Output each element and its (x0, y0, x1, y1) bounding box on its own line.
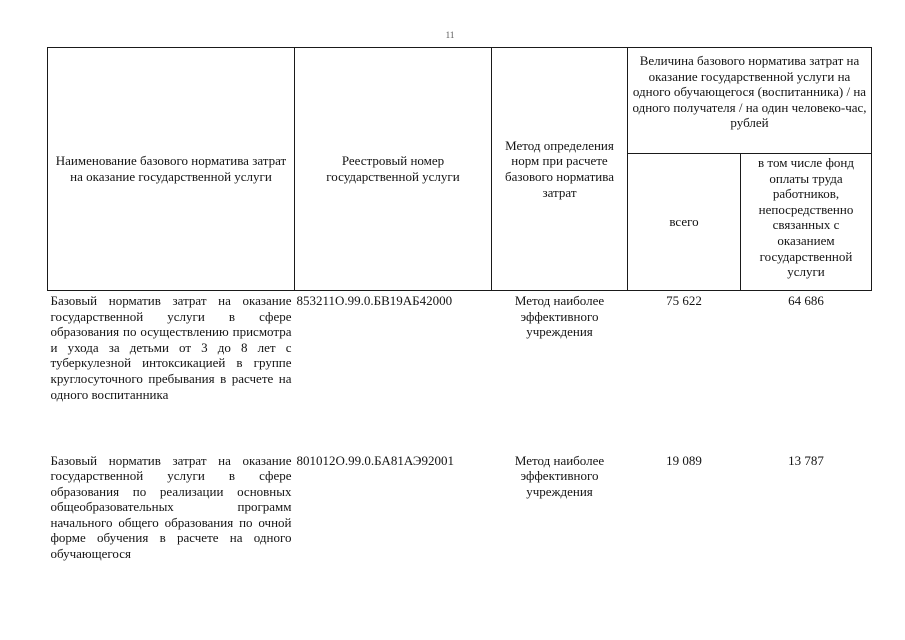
table-row (48, 451, 872, 571)
page-number: 11 (445, 30, 455, 40)
row-including: 64 686 (788, 293, 824, 308)
row-method: Метод наиболее эффективного учреждения (514, 293, 605, 340)
header-including: в том числе фонд оплаты труда работников, непосредственно связанных с оказанием государственной услуги (741, 154, 872, 291)
row-name: Базовый норматив затрат на оказание государственной услуги в сфере образования по осуществлению присмотра и ухода за детьми от 3 до 8 лет с туберкулезной интоксикацией в группе круглосуточного пребывания в расчете на одного воспитанника (50, 293, 292, 402)
header-method: Метод определения норм при расчете базового норматива затрат (492, 48, 628, 291)
table-header (48, 48, 872, 291)
header-value: Величина базового норматива затрат на оказание государственной услуги на одного обучающегося (воспитанника) / на одного получателя / на один человеко-час, рублей (628, 48, 872, 154)
norms-table (47, 47, 872, 571)
row-name: Базовый норматив затрат на оказание государственной услуги в сфере образования по реализации основных общеобразовательных программ начального общего образования по очной форме обучения в расчете на одного обучающегося (50, 452, 292, 562)
header-name: Наименование базового норматива затрат на оказание государственной услуги (48, 48, 295, 291)
row-registry-number: 801012О.99.0.БА81АЭ92001 (296, 452, 454, 468)
header-registry-number: Реестровый номер государственной услуги (295, 48, 492, 291)
row-method: Метод наиболее эффективного учреждения (514, 452, 605, 499)
table-row (48, 291, 872, 451)
row-total: 19 089 (666, 452, 702, 468)
row-registry-number: 853211О.99.0.БВ19АБ42000 (296, 293, 453, 308)
row-including: 13 787 (788, 452, 824, 468)
header-total: всего (628, 154, 741, 291)
row-total: 75 622 (666, 293, 702, 308)
